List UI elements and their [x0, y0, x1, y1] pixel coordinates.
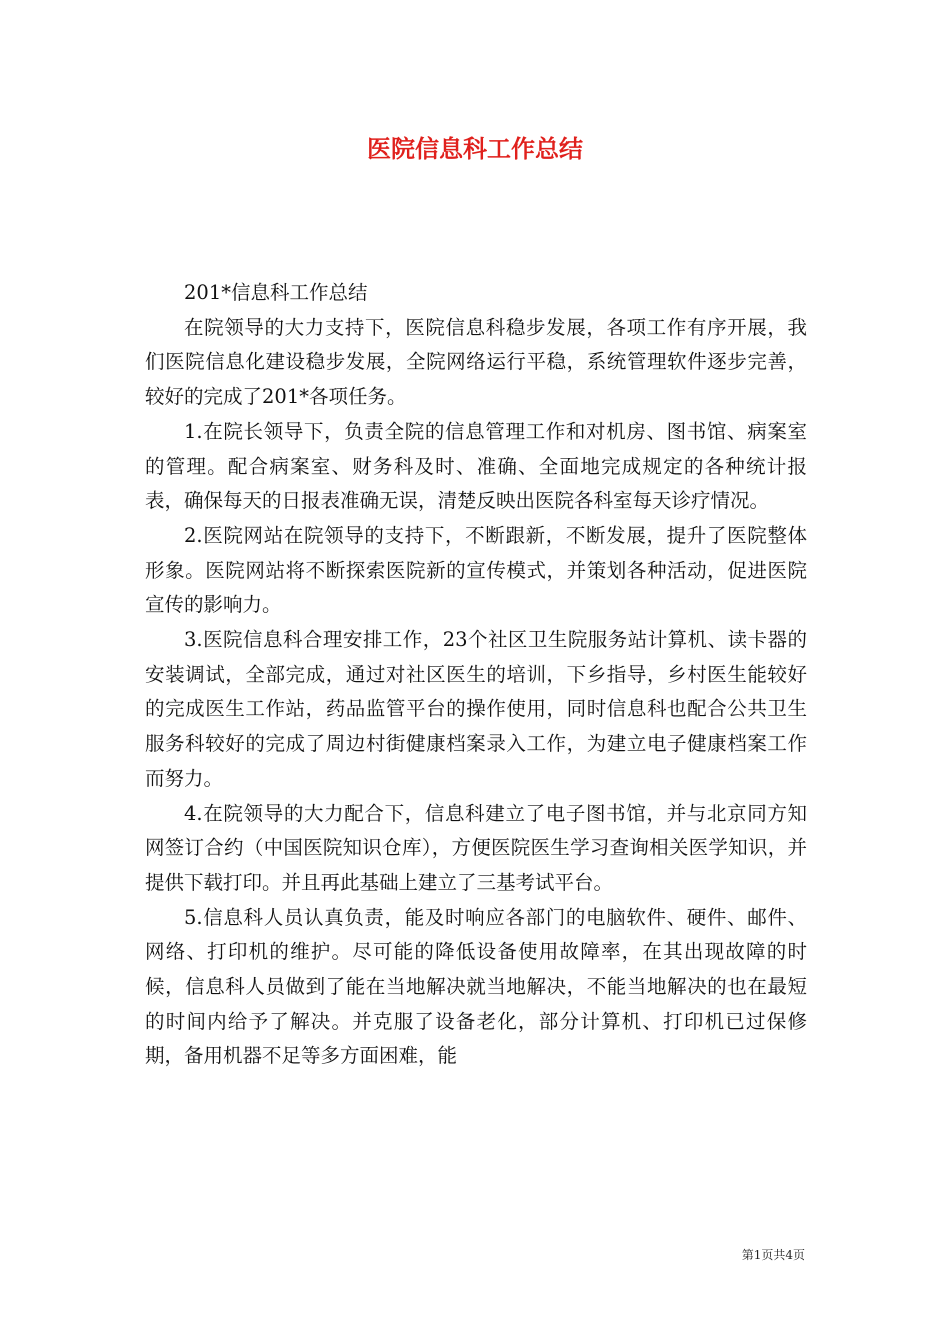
item-paragraph-4: 4.在院领导的大力配合下，信息科建立了电子图书馆，并与北京同方知网签订合约（中国医院知识仓库），方便医院医生学习查询相关医学知识，并提供下载打印。并且再此基础上建立了三基考试平台。: [145, 801, 807, 894]
item-paragraph-5: 5.信息科人员认真负责，能及时响应各部门的电脑软件、硬件、邮件、网络、打印机的维护。尽可能的降低设备使用故障率，在其出现故障的时候，信息科人员做到了能在当地解决就当地解决，不能当地解决的也在最短的时间内给予了解决。并克服了设备老化，部分计算机、打印机已过保修期，备用机器不足等多方面困难，能: [145, 905, 807, 1068]
item-paragraph-3: 3.医院信息科合理安排工作，23个社区卫生院服务站计算机、读卡器的安装调试，全部完成，通过对社区医生的培训，下乡指导，乡村医生能较好的完成医生工作站，药品监管平台的操作使用，同时信息科也配合公共卫生服务科较好的完成了周边村街健康档案录入工作，为建立电子健康档案工作而努力。: [145, 628, 807, 790]
page-number: 第1页共4页: [741, 1248, 805, 1262]
section-heading: 201*信息科工作总结: [184, 281, 368, 304]
intro-paragraph: 在院领导的大力支持下，医院信息科稳步发展，各项工作有序开展，我们医院信息化建设稳步发展，全院网络运行平稳，系统管理软件逐步完善，较好的完成了201*各项任务。: [145, 315, 807, 409]
item-paragraph-1: 1.在院长领导下，负责全院的信息管理工作和对机房、图书馆、病案室的管理。配合病案室、财务科及时、准确、全面地完成规定的各种统计报表，确保每天的日报表准确无误，清楚反映出医院各科室每天诊疗情况。: [145, 419, 807, 513]
document-body: [145, 276, 807, 1074]
document-title: 医院信息科工作总结: [367, 135, 583, 163]
item-paragraph-2: 2.医院网站在院领导的支持下，不断跟新，不断发展，提升了医院整体形象。医院网站将不断探索医院新的宣传模式，并策划各种活动，促进医院宣传的影响力。: [145, 523, 807, 617]
